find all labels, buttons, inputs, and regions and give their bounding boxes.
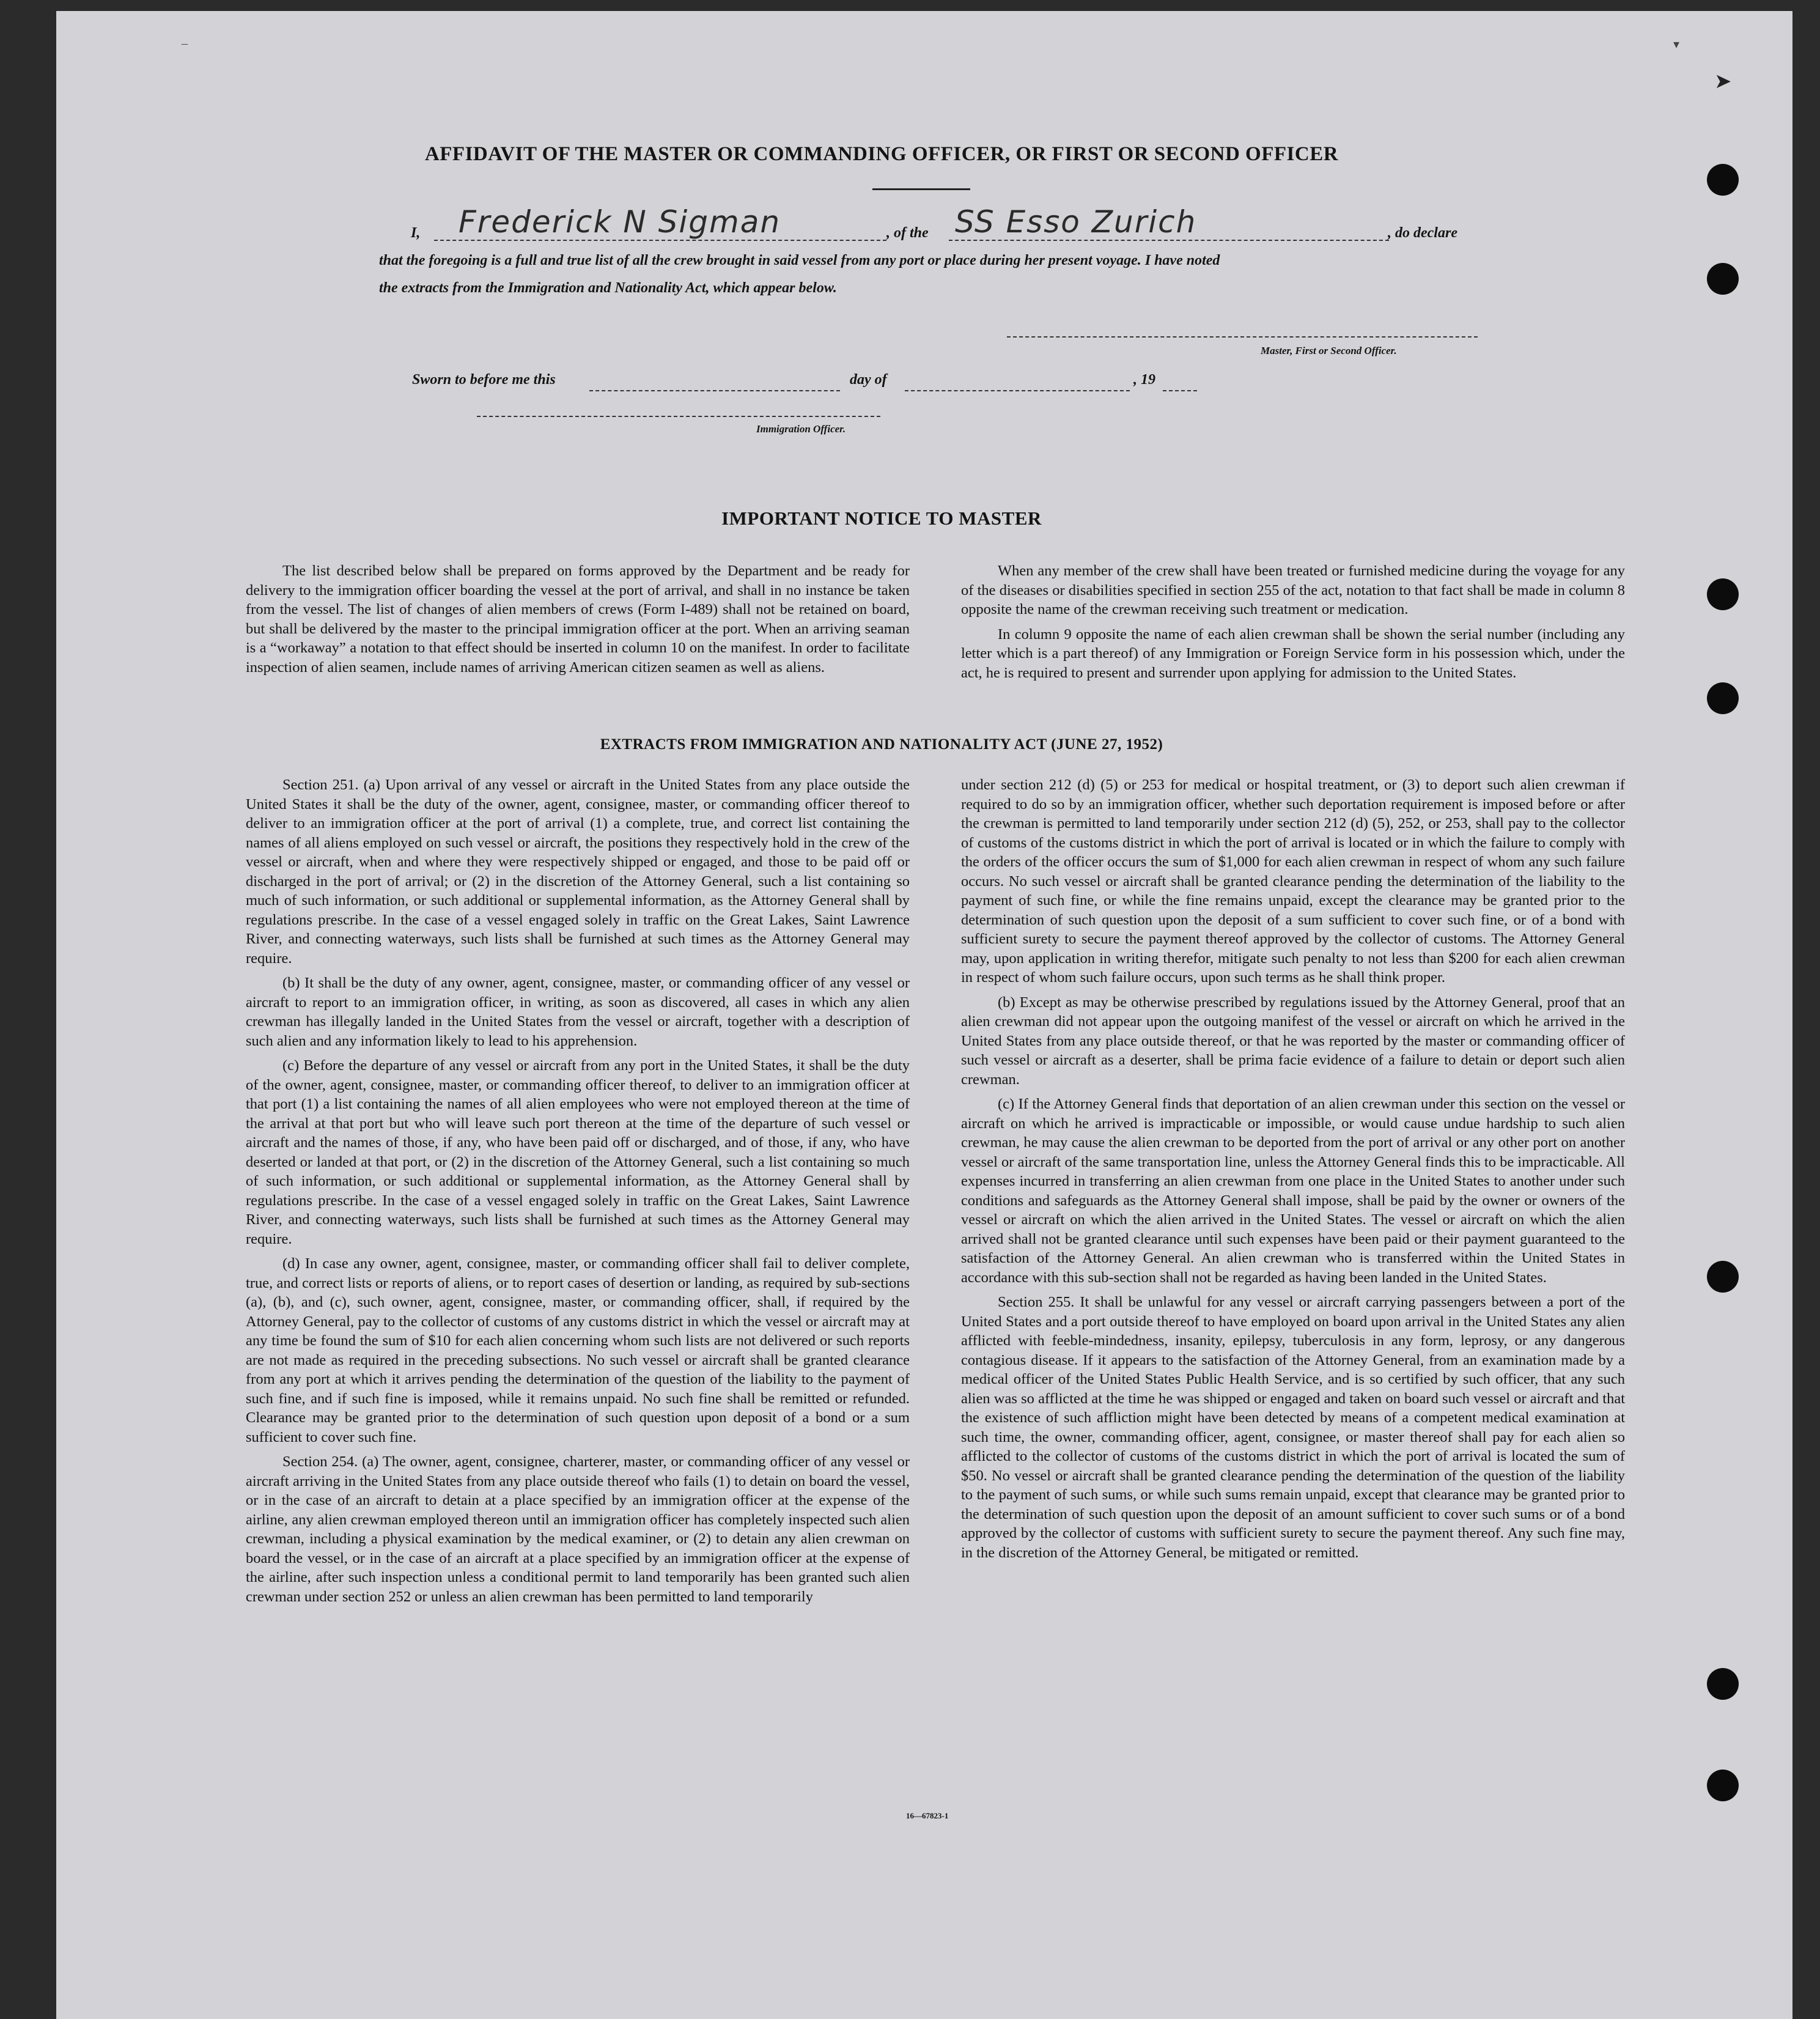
punch-hole [1707, 682, 1739, 714]
notice-left-column [246, 561, 910, 682]
master-signature-label: Master, First or Second Officer. [1261, 345, 1397, 356]
extract-paragraph: Section 251. (a) Upon arrival of any vessel or aircraft in the United States from any place outside the United States it shall be the duty of the owner, agent, consignee, master, or commanding officer thereof to deliver to an immigration officer at the port of arrival (1) a complete, true, and correct list containing the names of all aliens employed on such vessel or aircraft, the positions they respectively hold in the crew of the vessel or aircraft, when and where they were respectively shipped or engaged, and those to be paid off or discharged in the port of arrival; or (2) in the discretion of the Attorney General, such a list containing so much of such information, or such additional or supplemental information, as the Attorney General shall by regulations prescribe. In the case of a vessel engaged solely in traffic on the Great Lakes, Saint Lawrence River, and connecting waterways, such lists shall be furnished at such times as the Attorney General may require. [246, 777, 910, 967]
sworn-label: Sworn to before me this [412, 372, 556, 388]
master-signature-line[interactable] [1007, 335, 1478, 338]
day-of-label: day of [850, 372, 887, 388]
extract-paragraph: Section 254. (a) The owner, agent, consignee, charterer, master, or commanding officer of any vessel or aircraft arriving in the United States from any place outside thereof who fails (1) to detain on board the vessel, or in the case of an aircraft to detain at a place specified by an immigration officer at the expense of the airline, any alien crewman employed thereon until an immigration officer has completely inspected such alien crewman, including a physical examination by the medical examiner, or (2) to detain any alien crewman on board the vessel, or in the case of an aircraft at a place specified by an immigration officer at the expense of the airline, after such inspection unless a conditional permit to land temporarily has been granted such alien crewman under section 252 or unless an alien crewman has been permitted to land temporarily [246, 1453, 910, 1605]
notice-paragraph: The list described below shall be prepared on forms approved by the Department and be ready for delivery to the immigration officer boarding the vessel at the port of arrival, and shall in no instance be taken from the vessel. The list of changes of alien members of crews (Form I-489) shall not be retained on board, but shall be delivered by the master to the principal immigration officer at the port. When an arriving seaman is a “workaway” a notation to that effect should be inserted in column 10 on the manifest. In order to facilitate inspection of alien seamen, include names of arriving American citizen seamen as well as aliens. [246, 563, 910, 676]
extract-paragraph: (b) It shall be the duty of any owner, agent, consignee, master, or commanding officer of any vessel or aircraft to report to an immigration officer, in writing, as soon as discovered, all cases in which any alien crewman has illegally landed in the United States from the vessel or aircraft, together with a description of such alien and any information likely to lead to his apprehension. [246, 975, 910, 1049]
scan-speck: ➤ [1714, 70, 1732, 93]
extracts-right-column [961, 775, 1625, 1562]
declaration-line-2: that the foregoing is a full and true list of all the crew brought in said vessel from any port or place during her present voyage. I have noted [379, 253, 1220, 268]
punch-hole [1707, 578, 1739, 610]
officer-name-handwriting: Frederick N Sigman [459, 204, 781, 240]
punch-hole [1707, 263, 1739, 295]
notice-paragraph: In column 9 opposite the name of each alien crewman shall be shown the serial number (including any letter which is a part thereof) of any Immigration or Foreign Service form in his possession which, under the act, he is required to present and surrender upon applying for admission to the United States. [961, 626, 1625, 681]
immigration-officer-line[interactable] [477, 415, 880, 417]
notice-title: IMPORTANT NOTICE TO MASTER [721, 508, 1042, 529]
year-label: , 19 [1133, 372, 1155, 388]
immigration-officer-label: Immigration Officer. [756, 423, 846, 435]
punch-hole [1707, 1770, 1739, 1801]
vessel-name-field[interactable] [949, 205, 1389, 241]
punch-hole [1707, 164, 1739, 196]
affidavit-title: AFFIDAVIT OF THE MASTER OR COMMANDING OFFICER, OR FIRST OR SECOND OFFICER [424, 143, 1339, 165]
extract-paragraph: Section 255. It shall be unlawful for any vessel or aircraft carrying passengers between a port of the United States and a port outside thereof to have employed on board upon arrival in the United States any alien afflicted with feeble-mindedness, insanity, epilepsy, tuberculosis in any form, leprosy, or any dangerous contagious disease. If it appears to the satisfaction of the Attorney General, from an examination made by a medical officer of the United States Public Health Service, and is so certified by such officer, that any such alien was so afflicted at the time he was shipped or engaged and taken on board such vessel or aircraft and that the existence of such affliction might have been detected by means of a competent medical examination at such time, the owner, commanding officer, agent, consignee, or master thereof shall pay for each alien so afflicted to the collector of customs of the customs district in which the port of arrival is located the sum of $50. No vessel or aircraft shall be granted clearance pending the determination of the question of the liability to the payment of such sums, or while such sums remain unpaid, except that clearance may be granted prior to the determination of such question upon the deposit of an amount sufficient to cover such sums or of a bond approved by the collector of customs with sufficient surety to secure the payment thereof. Any such fine may, in the discretion of the Attorney General, be mitigated or remitted. [961, 1294, 1625, 1561]
extracts-title: EXTRACTS FROM IMMIGRATION AND NATIONALITY ACT (JUNE 27, 1952) [600, 736, 1163, 753]
officer-name-field[interactable] [434, 205, 886, 241]
vessel-name-handwriting: SS Esso Zurich [955, 204, 1197, 240]
of-the-label: , of the [886, 225, 929, 241]
punch-hole [1707, 1668, 1739, 1700]
extract-paragraph: (d) In case any owner, agent, consignee, master, or commanding officer shall fail to deliver complete, true, and correct lists or reports of aliens, or to report cases of desertion or landing, as required by sub-sections (a), (b), and (c), such owner, agent, consignee, master, or commanding officer, shall, if required by the Attorney General, pay to the collector of customs of any customs district in which the vessel or aircraft may at any time be found the sum of $10 for each alien concerning whom such lists are not delivered or such reports are not made as required in the preceding subsections. No such vessel or aircraft shall be granted clearance from any port at which it arrives pending the determination of the question of the liability to the payment of such fine, and if such fine is imposed, while it remains unpaid. No such fine shall be remitted or refunded. Clearance may be granted prior to the determination of such question upon deposit of a bond or a sum sufficient to cover such fine. [246, 1255, 910, 1445]
declaration-prefix: I, [411, 225, 421, 241]
extract-paragraph: (b) Except as may be otherwise prescribed by regulations issued by the Attorney General, proof that an alien crewman did not appear upon the outgoing manifest of the vessel or aircraft on which he arrived in the United States from any place outside thereof, or that he was reported by the master or commanding officer of such vessel or aircraft as a deserter, shall be prima facie evidence of a failure to detain or deport such alien crewman. [961, 994, 1625, 1088]
notice-right-column [961, 561, 1625, 682]
scan-speck: ▾ [1673, 38, 1680, 51]
punch-hole [1707, 1261, 1739, 1293]
declaration-line-3: the extracts from the Immigration and Nationality Act, which appear below. [379, 280, 837, 296]
sworn-year-field[interactable] [1163, 377, 1197, 391]
sworn-day-field[interactable] [589, 377, 840, 391]
extract-paragraph: (c) If the Attorney General finds that deportation of an alien crewman under this section on the vessel or aircraft on which he arrived is impracticable or impossible, or would cause undue hardship to such alien crewman, he may cause the alien crewman to be deported from the port of arrival or any other port on another vessel or aircraft of the same transportation line, unless the Attorney General finds this to be impracticable. All expenses incurred in transferring an alien crewman from one place in the United States to another under such conditions and safeguards as the Attorney General shall impose, shall be paid by the owner or owners of the vessel or aircraft on which the alien arrived in the United States. The vessel or aircraft on which the alien arrived shall not be granted clearance until such expenses have been paid or their payment guaranteed to the satisfaction of the Attorney General. An alien crewman who is transferred within the United States in accordance with this sub-section shall not be regarded as having been landed in the United States. [961, 1096, 1625, 1286]
scanned-page [56, 11, 1792, 2019]
scan-speck: – [182, 37, 188, 50]
sworn-month-field[interactable] [905, 377, 1130, 391]
extract-paragraph: (c) Before the departure of any vessel or aircraft from any port in the United States, it shall be the duty of the owner, agent, consignee, master, or commanding officer thereof, to deliver to an immigration officer at that port (1) a list containing the names of all alien employees who were not employed thereon at the time of the arrival at that port but who will leave such port thereon at the time of the departure of such vessel or aircraft and the names of those, if any, who have been paid off or discharged, and of those, if any, who have deserted or landed at that port, or (2) in the discretion of the Attorney General, such a list containing so much of such information, or such additional or supplemental information, as the Attorney General shall by regulations prescribe. In the case of a vessel engaged solely in traffic on the Great Lakes, Saint Lawrence River, and connecting waterways, such lists shall be furnished at such times as the Attorney General may require. [246, 1057, 910, 1247]
extract-paragraph: under section 212 (d) (5) or 253 for medical or hospital treatment, or (3) to deport such alien crewman if required to do so by an immigration officer, whether such deportation requirement is imposed before or after the crewman is permitted to land temporarily under section 212 (d) (5), 252, or 253, shall pay to the collector of customs of the customs district in which the port of arrival is located or in which the failure to comply with the orders of the officer occurs the sum of $1,000 for each alien crewman in respect of whom any such failure occurs. No such vessel or aircraft shall be granted clearance pending the determination of the liability to the payment of such fine, or while the fine remains unpaid, except the clearance may be granted prior to the determination of such question upon the deposit of a sum sufficient to cover such fine, or of a bond with sufficient surety to secure the payment thereof approved by the collector of customs. The Attorney General may, upon application in writing therefor, mitigate such penalty to not less than $200 for each alien crewman in respect of whom such failure occurs, upon such terms as he shall think proper. [961, 777, 1625, 986]
form-number: 16—67823-1 [906, 1811, 949, 1820]
extracts-left-column [246, 775, 910, 1606]
do-declare-label: , do declare [1388, 225, 1457, 241]
notice-paragraph: When any member of the crew shall have been treated or furnished medicine during the voyage for any of the diseases or disabilities specified in section 255 of the act, notation to that fact shall be made in column 8 opposite the name of the crewman receiving such treatment or medication. [961, 563, 1625, 618]
title-underline [872, 188, 970, 190]
